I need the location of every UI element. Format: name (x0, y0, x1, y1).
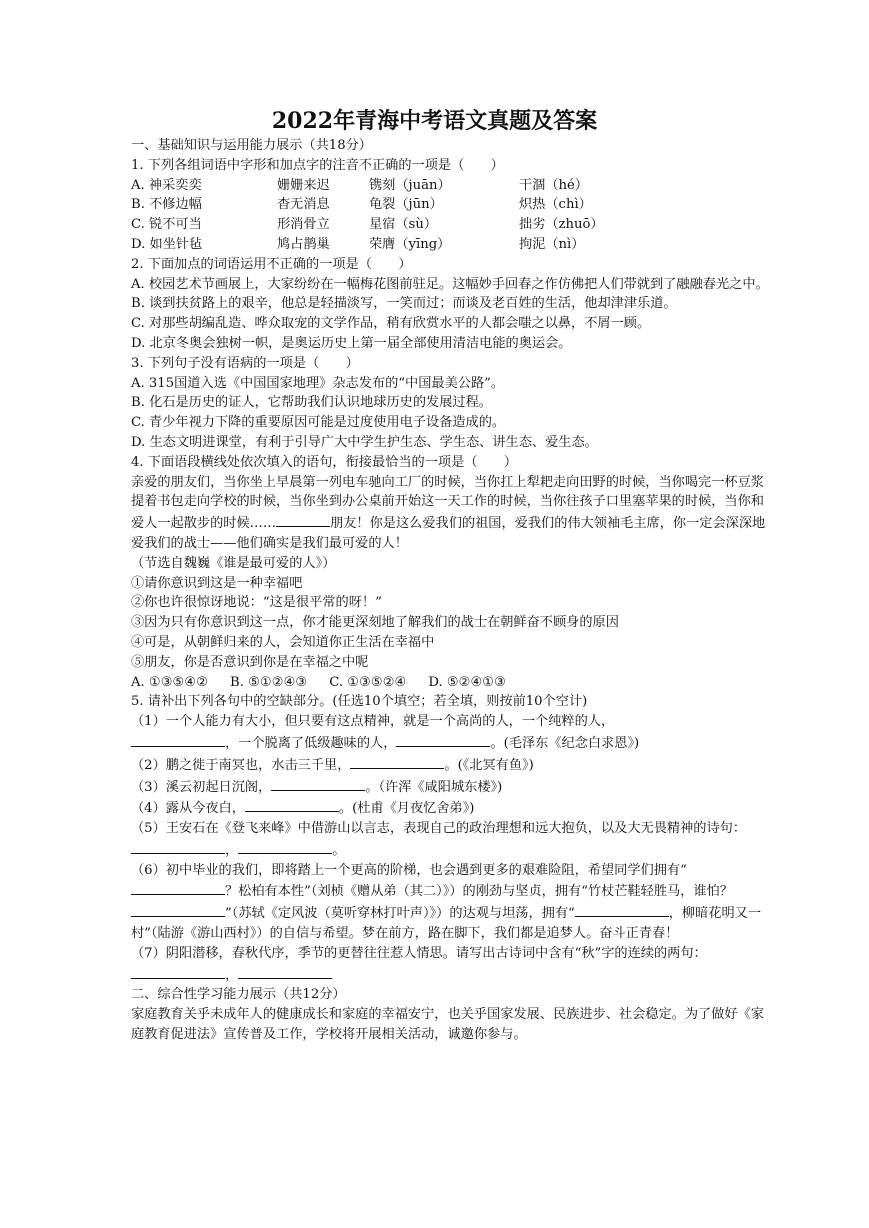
passage-text: 亲爱的朋友们，当你坐上早晨第一列电车驰向工厂的时候，当你扛上犁耙走向田野的时候，当你喝完一杯豆浆提着书包走向学校的时候，当你坐到办公桌前开始这一天工作的时候，当你往孩子口里塞苹果的时候，当你和爱人一起散步的时候…… (131, 474, 764, 532)
option-cell: 干涸（hé） (519, 177, 589, 193)
question-2-option-a: A. 校园艺术节画展上，大家纷纷在一幅梅花图前驻足。这幅妙手回春之作仿佛把人们带就到了融融春光之中。 (131, 276, 769, 292)
passage-text: 朋友！你是这么爱我们的祖国，爱我们的伟大领袖毛主席，你一定会深深地爱我们的战士——他们确实是我们最可爱的人！ (131, 516, 766, 551)
question-1-stem: 1. 下列各组词语中字形和加点字的注音不正确的一项是（ ） (131, 157, 504, 173)
question-3-option-a: A. 315国道入选《中国国家地理》杂志发布的“中国最美公路”。 (131, 375, 505, 391)
question-4-source: （节选自魏巍《谁是最可爱的人》） (131, 555, 336, 571)
answer-blank (238, 964, 332, 979)
question-4-item: ①请你意识到这是一种幸福吧 (131, 575, 303, 591)
question-2-option-b: B. 谈到扶贫路上的艰辛，他总是轻描淡写，一笑而过；而谈及老百姓的生活，他却津津乐道。 (131, 296, 677, 312)
option-cell: 姗姗来迟 (277, 177, 330, 193)
option-cell: 龟裂（jūn） (369, 197, 443, 213)
question-4-passage (131, 473, 771, 554)
option-cell: 荣膺（yīng） (369, 236, 451, 252)
item-text: （6）初中毕业的我们，即将踏上一个更高的阶梯，也会遇到更多的艰难险阻，希望同学们拥有“ (131, 862, 687, 878)
item-text: （4）露从今夜白， (131, 801, 245, 817)
item-text: ，一个脱离了低级趣味的人， (225, 735, 397, 751)
option-cell: 杳无消息 (277, 197, 330, 213)
item-text: ？松柏有本性”（刘桢《赠从弟（其二）》）的刚劲与坚贞，拥有“竹杖芒鞋轻胜马，谁怕？ (225, 884, 733, 900)
item-text: （5）王安石在《登飞来峰》中借游山以言志，表现自己的政治理想和远大抱负，以及大无畏精神的诗句： (131, 821, 747, 837)
question-4-options (131, 673, 771, 693)
section-heading-1: 一、基础知识与运用能力展示（共18分） (131, 138, 372, 153)
question-5-item-3 (131, 776, 771, 798)
item-text: 。(毛泽东《纪念白求恩》) (490, 735, 640, 751)
question-3-option-b: B. 化石是历史的证人，它帮助我们认识地球历史的发展过程。 (131, 395, 492, 411)
option-cell: 形消骨立 (277, 217, 330, 233)
option-cell: D. 如坐针毡 (131, 236, 203, 252)
item-text: 。(杜甫《月夜忆舍弟》) (338, 801, 475, 817)
item-text: 。(《北冥有鱼》) (444, 757, 534, 773)
answer-blank (575, 902, 669, 917)
question-5-item-5 (131, 819, 771, 861)
document-body (131, 136, 771, 1045)
page-title: 2022年青海中考语文真题及答案 (271, 108, 598, 134)
option-a: A. ①③⑤④② (131, 674, 209, 690)
item-text: （7）阴阳潜移，春秋代序，季节的更替往往惹人情思。请写出古诗词中含有“秋”字的连续的两句： (131, 945, 707, 961)
answer-blank (131, 902, 225, 917)
item-text: （2）鹏之徙于南冥也，水击三千里， (131, 757, 351, 773)
option-cell: C. 锐不可当 (131, 217, 202, 233)
question-5-item-7 (131, 944, 771, 986)
question-3-option-d: D. 生态文明进课堂，有利于引导广大中学生护生态、学生态、讲生态、爱生态。 (131, 434, 598, 450)
option-cell: 拙劣（zhuō） (519, 217, 604, 233)
question-2-stem: 2. 下面加点的词语运用不正确的一项是（ ） (131, 256, 412, 272)
question-4-item: ③因为只有你意识到这一点，你才能更深刻地了解我们的战士在朝鲜奋不顾身的原因 (131, 615, 619, 631)
question-5-item-4 (131, 797, 771, 819)
option-cell: A. 神采奕奕 (131, 177, 202, 193)
answer-blank (131, 839, 225, 854)
question-5-stem: 5. 请补出下列各句中的空缺部分。(任选10个填空；若全填，则按前10个空计) (131, 694, 588, 710)
question-2-option-d: D. 北京冬奥会独树一帜，是奥运历史上第一届全部使用清洁电能的奥运会。 (131, 335, 572, 351)
item-text: 。 (332, 842, 346, 858)
answer-blank (131, 732, 225, 747)
item-text: ， (225, 967, 239, 983)
question-5-item-2 (131, 754, 771, 776)
item-text: ”（苏轼《定风波（莫听穿林打叶声）》）的达观与坦荡，拥有“ (225, 906, 575, 922)
option-cell: 鸠占鹊巢 (277, 236, 330, 252)
option-cell: B. 不修边幅 (131, 197, 202, 213)
option-c: C. ①③⑤②④ (329, 674, 407, 690)
question-1-option-row (131, 215, 771, 235)
answer-blank (271, 776, 365, 791)
option-cell: 拘泥（nì） (519, 236, 585, 252)
section-2-intro: 家庭教育关乎未成年人的健康成长和家庭的幸福安宁，也关乎国家发展、民族进步、社会稳定。为了做好《家庭教育促进法》宣传普及工作，学校将开展相关活动，诚邀你参与。 (131, 1007, 764, 1043)
item-text: ， (225, 842, 239, 858)
question-1-option-row (131, 195, 771, 215)
item-text: （3）溪云初起日沉阁， (131, 779, 272, 795)
question-4-item: ②你也许很惊讶地说：“这是很平常的呀！” (131, 595, 382, 611)
item-text: ，柳暗花明又一村”（陆游《游山西村》）的自信与希望。梦在前方，路在脚下，我们都是追梦人。奋斗正青春！ (131, 906, 762, 942)
option-d: D. ⑤②④①③ (428, 674, 506, 690)
question-4-item: ④可是，从朝鲜归来的人，会知道你正生活在幸福中 (131, 634, 435, 650)
item-text: 。（许浑《咸阳城东楼》) (365, 779, 503, 795)
section-heading-2: 二、综合性学习能力展示（共12分） (131, 987, 346, 1003)
question-5-item-6 (131, 861, 771, 944)
answer-blank (131, 880, 225, 895)
item-text: （1）一个人能力有大小，但只要有这点精神，就是一个高尚的人，一个纯粹的人， (131, 714, 615, 730)
option-b: B. ⑤①②④③ (230, 674, 308, 690)
question-1-option-row (131, 235, 771, 255)
question-5-item-1 (131, 712, 771, 754)
question-4-item: ⑤朋友，你是否意识到你是在幸福之中呢 (131, 654, 369, 670)
question-1-option-row (131, 176, 771, 196)
answer-blank (396, 732, 490, 747)
option-cell: 炽热（chì） (519, 197, 592, 213)
answer-blank (245, 797, 339, 812)
answer-blank (276, 512, 330, 527)
question-3-stem: 3. 下列句子没有语病的一项是（ ） (131, 355, 359, 371)
answer-blank (238, 839, 332, 854)
option-cell: 镌刻（juān） (369, 177, 451, 193)
answer-blank (131, 964, 225, 979)
question-2-option-c: C. 对那些胡编乱造、哗众取宠的文学作品，稍有欣赏水平的人都会嗤之以鼻，不屑一顾。 (131, 316, 651, 332)
answer-blank (350, 754, 444, 769)
question-4-stem: 4. 下面语段横线处依次填入的语句，衔接最恰当的一项是（ ） (131, 454, 518, 470)
question-3-option-c: C. 青少年视力下降的重要原因可能是过度使用电子设备造成的。 (131, 415, 506, 431)
option-cell: 星宿（sù） (369, 217, 438, 233)
